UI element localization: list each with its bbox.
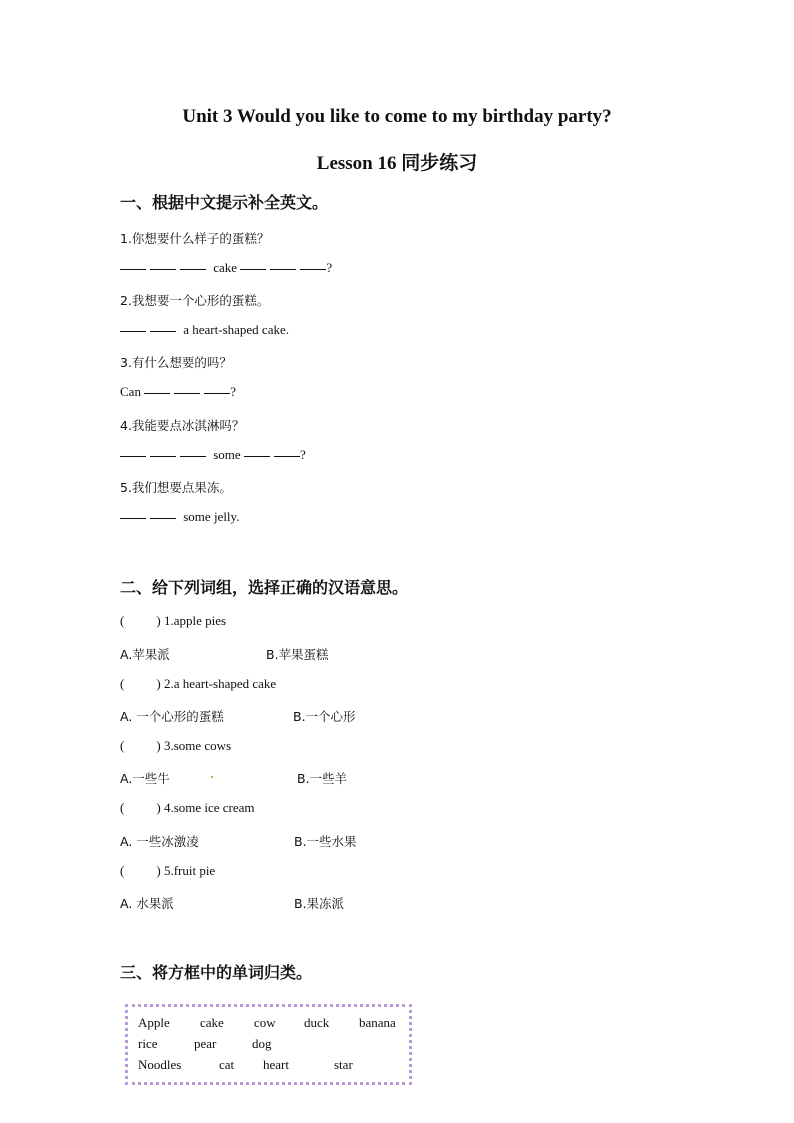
s2-q1-option-a: A.苹果派 xyxy=(120,647,170,662)
s2-q4 xyxy=(120,800,255,816)
section-2-heading: 二、给下列词组，选择正确的汉语意思。 xyxy=(120,578,409,597)
s2-q3-option-a: A.一些牛 xyxy=(120,771,170,786)
s1-q3-word: Can xyxy=(120,384,141,399)
blank[interactable] xyxy=(150,330,176,332)
word-item: Noodles xyxy=(138,1057,182,1072)
blank[interactable] xyxy=(300,268,326,270)
blank[interactable] xyxy=(120,455,146,457)
s1-q5-phrase: some jelly. xyxy=(183,509,240,524)
blank[interactable] xyxy=(240,268,266,270)
word-item: banana xyxy=(359,1015,396,1030)
word-box xyxy=(125,1004,412,1085)
s2-q2-option-a: A. 一个心形的蛋糕 xyxy=(120,709,224,724)
s2-q5-option-b: B.果冻派 xyxy=(294,896,345,911)
s2-q2 xyxy=(120,676,276,692)
s1-q4-english xyxy=(120,447,306,463)
section-1-heading: 一、根据中文提示补全英文。 xyxy=(120,193,329,212)
s1-q4-chinese: 4.我能要点冰淇淋吗？ xyxy=(120,418,245,433)
word-item: cake xyxy=(200,1015,224,1030)
s1-q1-english xyxy=(120,260,332,276)
section-3-heading: 三、将方框中的单词归类。 xyxy=(120,963,313,982)
lesson-subtitle: Lesson 16 同步练习 xyxy=(316,153,478,174)
s2-q4-text: 4.some ice cream xyxy=(163,800,255,815)
blank[interactable] xyxy=(270,268,296,270)
word-item: dog xyxy=(252,1036,272,1051)
s2-q4-option-a: A. 一些冰激凌 xyxy=(120,834,199,849)
blank[interactable] xyxy=(120,517,146,519)
word-item: duck xyxy=(304,1015,330,1030)
s1-q2-english xyxy=(120,322,289,338)
stray-dot xyxy=(211,776,213,778)
word-item: rice xyxy=(138,1036,158,1051)
answer-paren-close[interactable]: ) xyxy=(156,738,161,753)
answer-paren-close[interactable]: ) xyxy=(156,863,161,878)
s2-q2-option-b: B.一个心形 xyxy=(293,709,356,724)
s2-q1-option-b: B.苹果蛋糕 xyxy=(266,647,329,662)
s2-q1-text: 1.apple pies xyxy=(163,613,227,628)
blank[interactable] xyxy=(180,455,206,457)
blank[interactable] xyxy=(150,517,176,519)
worksheet-title: Unit 3 Would you like to come to my birthday party? xyxy=(182,106,612,127)
blank[interactable] xyxy=(180,268,206,270)
s1-q5-english xyxy=(120,509,239,525)
s2-q5-text: 5.fruit pie xyxy=(163,863,216,878)
s1-q3-end: ? xyxy=(230,384,236,399)
word-item: pear xyxy=(194,1036,217,1051)
answer-paren-close[interactable]: ) xyxy=(156,676,161,691)
s1-q4-end: ? xyxy=(299,447,306,462)
s1-q2-chinese: 2.我想要一个心形的蛋糕。 xyxy=(120,293,270,308)
answer-paren-open[interactable]: ( xyxy=(120,863,125,878)
s1-q1-chinese: 1.你想要什么样子的蛋糕？ xyxy=(120,231,270,246)
s1-q1-end: ? xyxy=(326,260,333,275)
blank[interactable] xyxy=(120,268,146,270)
s1-q4-word: some xyxy=(213,447,241,462)
word-item: cow xyxy=(254,1015,276,1030)
s1-q3-english xyxy=(120,384,236,400)
word-item: star xyxy=(334,1057,353,1072)
answer-paren-close[interactable]: ) xyxy=(156,613,161,628)
s1-q1-word: cake xyxy=(213,260,238,275)
s1-q2-phrase: a heart-shaped cake. xyxy=(183,322,289,337)
s2-q2-text: 2.a heart-shaped cake xyxy=(163,676,277,691)
s2-q5 xyxy=(120,863,215,879)
answer-paren-open[interactable]: ( xyxy=(120,800,125,815)
blank[interactable] xyxy=(144,392,170,394)
blank[interactable] xyxy=(244,455,270,457)
blank[interactable] xyxy=(150,268,176,270)
blank[interactable] xyxy=(204,392,230,394)
blank[interactable] xyxy=(120,330,146,332)
word-item: Apple xyxy=(138,1015,170,1030)
blank[interactable] xyxy=(150,455,176,457)
blank[interactable] xyxy=(174,392,200,394)
s2-q3-option-b: B.一些羊 xyxy=(297,771,348,786)
s1-q3-chinese: 3.有什么想要的吗？ xyxy=(120,355,232,370)
word-item: heart xyxy=(263,1057,289,1072)
answer-paren-open[interactable]: ( xyxy=(120,613,125,628)
answer-paren-open[interactable]: ( xyxy=(120,676,125,691)
s2-q3-text: 3.some cows xyxy=(163,738,232,753)
blank[interactable] xyxy=(274,455,300,457)
answer-paren-open[interactable]: ( xyxy=(120,738,125,753)
word-item: cat xyxy=(219,1057,235,1072)
answer-paren-close[interactable]: ) xyxy=(156,800,161,815)
s2-q5-option-a: A. 水果派 xyxy=(120,896,174,911)
s2-q3 xyxy=(120,738,231,754)
s2-q4-option-b: B.一些水果 xyxy=(294,834,357,849)
s1-q5-chinese: 5.我们想要点果冻。 xyxy=(120,480,232,495)
s2-q1 xyxy=(120,613,226,629)
